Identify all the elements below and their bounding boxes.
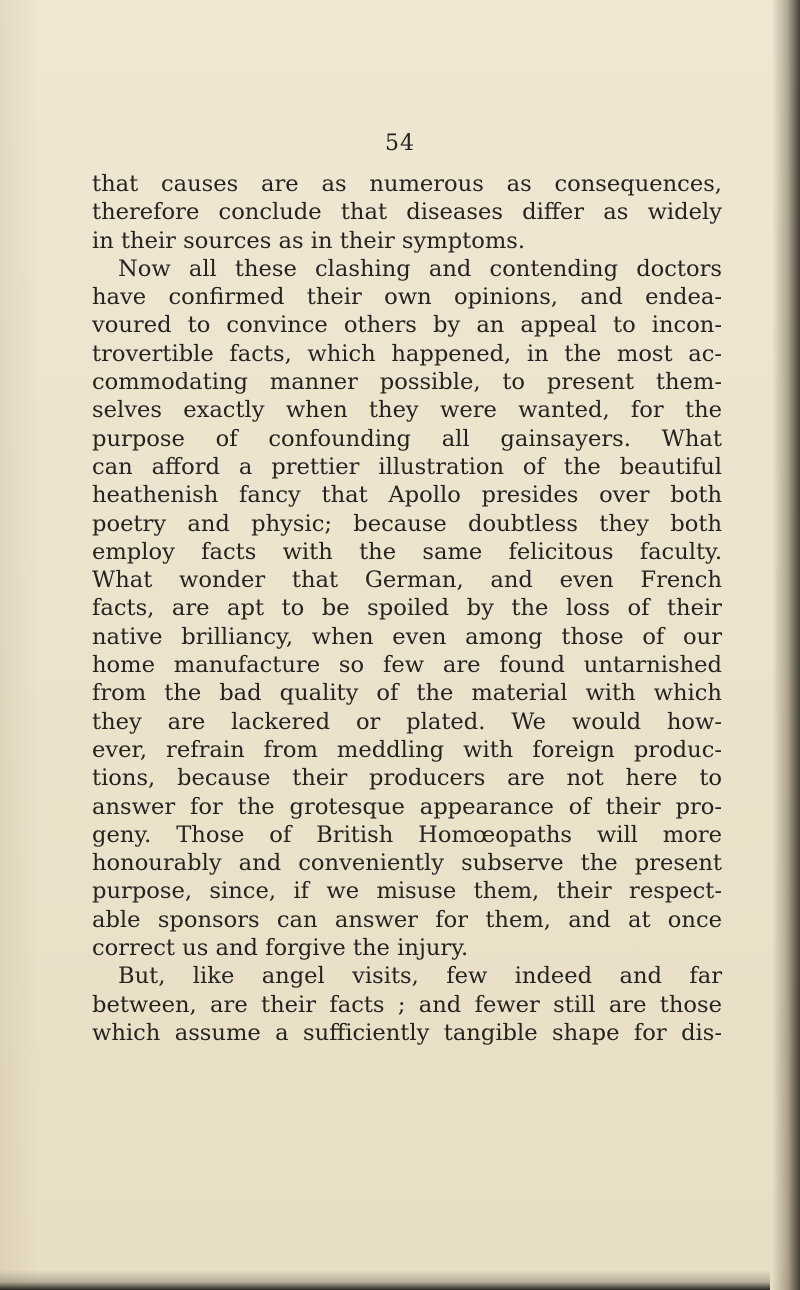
text-line: able sponsors can answer for them, and at once [92,906,722,933]
text-line: therefore conclude that diseases differ as widely [92,199,722,226]
text-line: which assume a sufficiently tangible shape for dis- [92,1019,722,1046]
text-line: ever, refrain from meddling with foreign produc- [92,736,722,763]
body-text [92,170,722,1047]
text-line: geny. Those of British Homœopaths will more [92,821,722,848]
text-line: answer for the grotesque appearance of their pro- [92,793,722,820]
text-line: facts, are apt to be spoiled by the loss of their [92,595,722,622]
page-bottom-edge [0,1270,770,1290]
text-line: from the bad quality of the material with which [92,680,722,707]
text-line: between, are their facts ; and fewer still are those [92,991,722,1018]
text-line: purpose of confounding all gainsayers. What [92,425,722,452]
binding-shadow [772,0,800,1290]
text-line: What wonder that German, and even French [92,567,722,594]
text-line: Now all these clashing and contending doctors [118,255,722,282]
text-line: purpose, since, if we misuse them, their respect- [92,878,722,905]
text-line: commodating manner possible, to present them- [92,369,722,396]
text-line: trovertible facts, which happened, in the most ac- [92,340,722,367]
text-line: But, like angel visits, few indeed and far [118,963,722,990]
text-line: poetry and physic; because doubtless they both [92,510,722,537]
text-line: in their sources as in their symptoms. [92,227,526,254]
text-line: have confirmed their own opinions, and endea- [92,284,722,311]
text-line: they are lackered or plated. We would how- [92,708,722,735]
text-line: correct us and forgive the injury. [92,935,469,962]
text-line: home manufacture so few are found untarnished [92,652,722,679]
page-number: 54 [385,131,415,156]
text-line: that causes are as numerous as consequences, [92,171,722,197]
text-line: voured to convince others by an appeal to incon- [92,312,722,339]
text-line: selves exactly when they were wanted, for the [92,397,722,424]
text-line: tions, because their producers are not here to [92,765,722,792]
text-line: native brilliancy, when even among those of our [92,623,722,650]
text-line: heathenish fancy that Apollo presides over both [92,482,722,509]
text-line: employ facts with the same felicitous faculty. [92,538,722,565]
text-line: can afford a prettier illustration of the beautiful [92,453,722,480]
text-line: honourably and conveniently subserve the present [92,850,722,877]
